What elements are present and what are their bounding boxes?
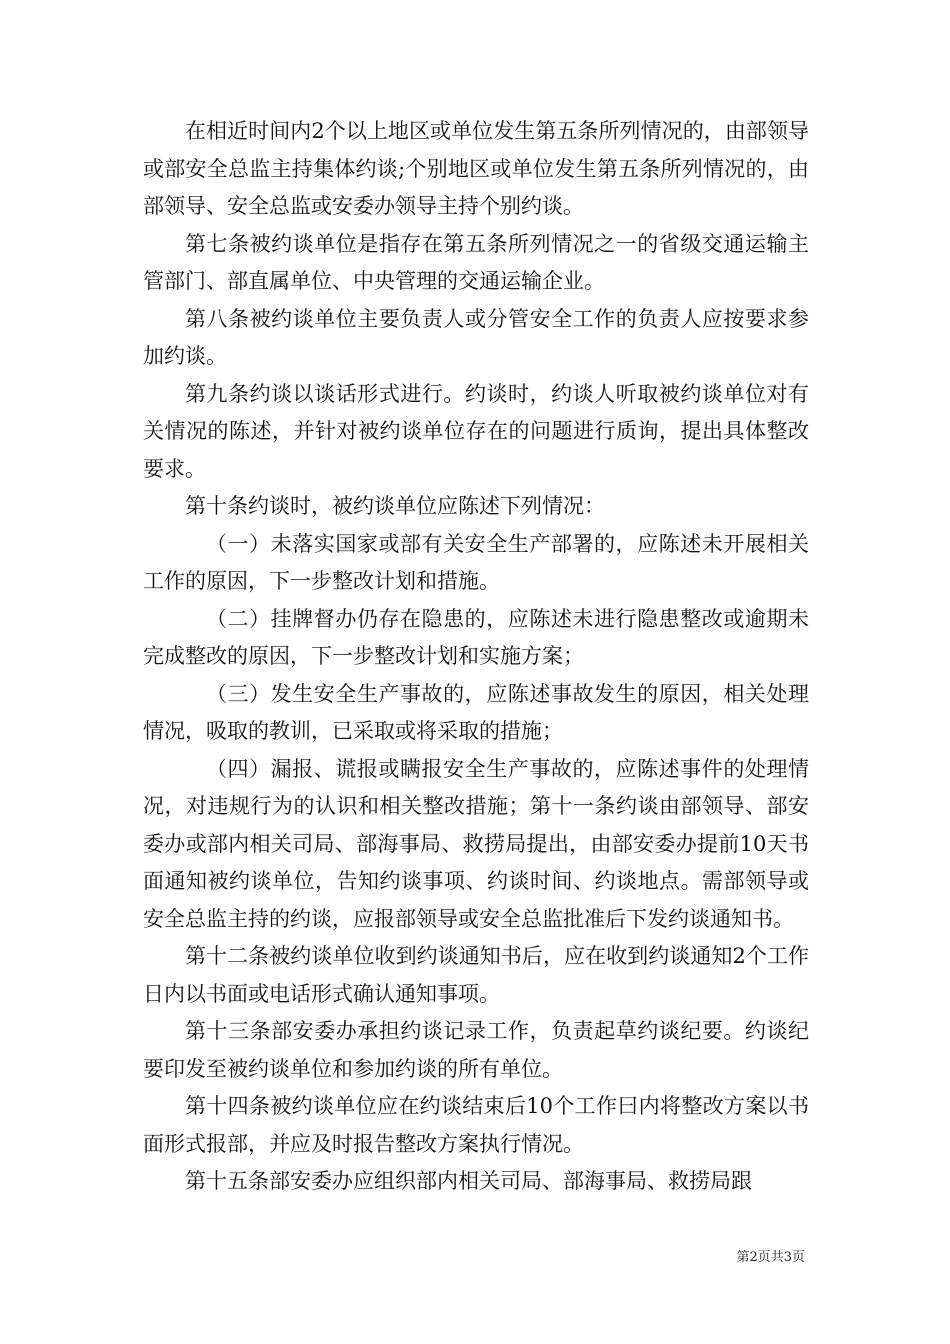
paragraph-article-9: 第九条约谈以谈话形式进行。约谈时，约谈人听取被约谈单位对有关情况的陈述，并针对被约谈单位存在的问题进行质询，提出具体整改要求。 [143, 381, 809, 481]
page-number: 第2页共3页 [736, 1250, 805, 1265]
list-item-3: （三）发生安全生产事故的，应陈述事故发生的原因，相关处理情况，吸取的教训，已采取或将采取的措施； [143, 681, 809, 743]
list-item-1: （一）未落实国家或部有关安全生产部署的，应陈述未开展相关工作的原因，下一步整改计划和措施。 [143, 531, 809, 593]
list-item-2: （二）挂牌督办仍存在隐患的，应陈述未进行隐患整改或逾期未完成整改的原因，下一步整改计划和实施方案； [143, 606, 809, 668]
paragraph-article-15: 第十五条部安委办应组织部内相关司局、部海事局、救捞局跟 [185, 1169, 752, 1193]
paragraph: 在相近时间内2个以上地区或单位发生第五条所列情况的，由部领导或部安全总监主持集体约谈;个别地区或单位发生第五条所列情况的，由部领导、安全总监或安委办领导主持个别约谈。 [143, 119, 809, 218]
paragraph-article-12: 第十二条被约谈单位收到约谈通知书后，应在收到约谈通知2个工作日内以书面或电话形式确认通知事项。 [143, 944, 809, 1006]
paragraph-article-10: 第十条约谈时，被约谈单位应陈述下列情况： [185, 494, 605, 518]
document-body [143, 113, 809, 1201]
paragraph-article-7: 第七条被约谈单位是指存在第五条所列情况之一的省级交通运输主管部门、部直属单位、中央管理的交通运输企业。 [143, 231, 809, 293]
paragraph-article-14: 第十四条被约谈单位应在约谈结束后10个工作曰内将整改方案以书面形式报部，并应及时报告整改方案执行情况。 [143, 1094, 809, 1156]
paragraph-article-8: 第八条被约谈单位主要负责人或分管安全工作的负责人应按要求参加约谈。 [143, 306, 809, 368]
paragraph-article-13: 第十三条部安委办承担约谈记录工作，负责起草约谈纪要。约谈纪要印发至被约谈单位和参加约谈的所有单位。 [143, 1019, 809, 1081]
list-item-4: （四）漏报、谎报或瞒报安全生产事故的，应陈述事件的处理情况，对违规行为的认识和相关整改措施；第十一条约谈由部领导、部安委办或部内相关司局、部海事局、救捞局提出，由部安委办提前10天书面通知被约谈单位，告知约谈事项、约谈时间、约谈地点。需部领导或安全总监主持的约谈，应报部领导或安全总监批准后下发约谈通知书。 [143, 756, 809, 931]
